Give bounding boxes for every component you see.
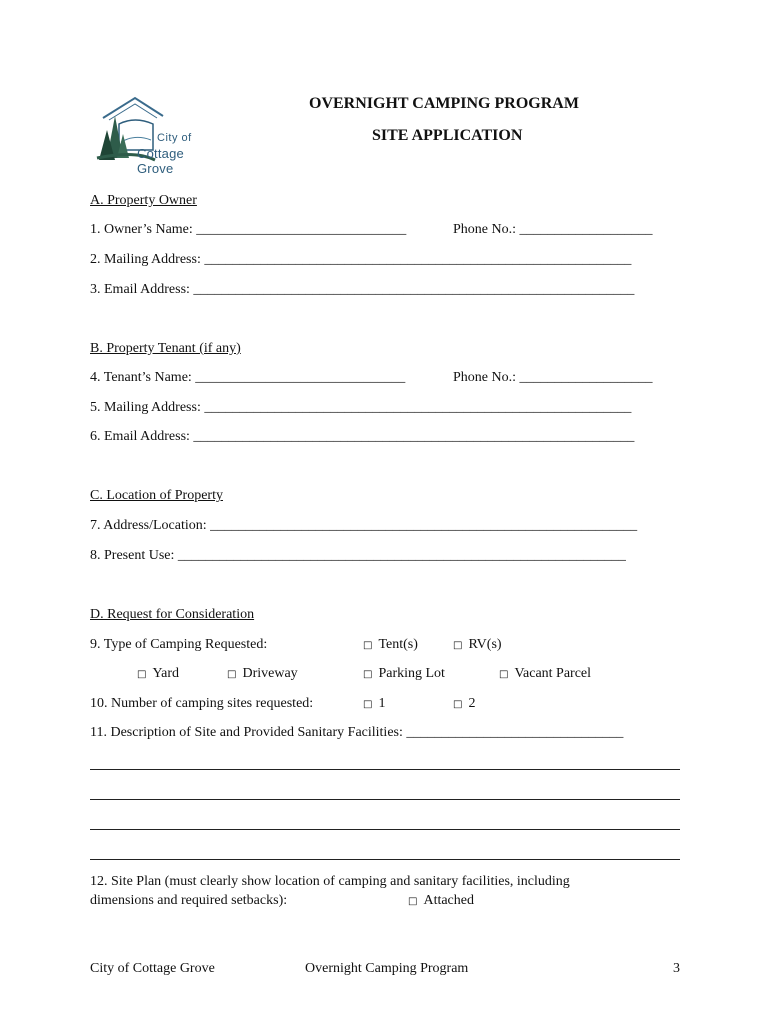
checkbox-vacant-parcel[interactable]	[499, 666, 591, 683]
checkbox-yard-label: Yard	[152, 666, 180, 681]
tenant-name-field[interactable]: 4. Tenant’s Name: ______________________________	[90, 370, 406, 385]
checkbox-icon[interactable]: □	[363, 669, 373, 680]
checkbox-vacant-parcel-label: Vacant Parcel	[514, 666, 592, 681]
checkbox-sites-two[interactable]	[453, 696, 475, 713]
site-plan-label-line2: dimensions and required setbacks):	[90, 893, 288, 908]
checkbox-driveway-label: Driveway	[242, 666, 298, 681]
city-logo	[95, 94, 220, 176]
checkbox-icon[interactable]: □	[137, 669, 147, 680]
description-line[interactable]	[90, 799, 680, 800]
checkbox-sites-two-label: 2	[468, 696, 476, 711]
owner-email-field[interactable]: 3. Email Address: _______________________________________________________________	[90, 282, 635, 297]
description-line[interactable]	[90, 859, 680, 860]
section-a-heading: A. Property Owner	[90, 193, 197, 208]
checkbox-icon[interactable]: □	[499, 669, 509, 680]
logo-text-cottage-grove: Cottage Grove	[137, 146, 184, 176]
present-use-field[interactable]: 8. Present Use: ________________________________________________________________	[90, 548, 626, 563]
checkbox-yard[interactable]	[137, 666, 179, 683]
description-line[interactable]	[90, 769, 680, 770]
tenant-phone-field[interactable]: Phone No.: ___________________	[453, 370, 653, 385]
site-description-field[interactable]: 11. Description of Site and Provided Sanitary Facilities: _______________________________	[90, 725, 624, 740]
section-d-heading: D. Request for Consideration	[90, 607, 255, 622]
checkbox-icon[interactable]: □	[408, 896, 418, 907]
checkbox-tent[interactable]	[363, 637, 418, 654]
property-address-field[interactable]: 7. Address/Location: _____________________________________________________________	[90, 518, 638, 533]
checkbox-driveway[interactable]	[227, 666, 298, 683]
checkbox-parking-lot-label: Parking Lot	[378, 666, 445, 681]
checkbox-parking-lot[interactable]	[363, 666, 445, 683]
logo-text-city-of: City of	[157, 132, 192, 144]
checkbox-icon[interactable]: □	[227, 669, 237, 680]
tenant-mailing-address-field[interactable]: 5. Mailing Address: _____________________________________________________________	[90, 400, 632, 415]
owner-phone-field[interactable]: Phone No.: ___________________	[453, 222, 653, 237]
site-plan-label-line1: 12. Site Plan (must clearly show location of camping and sanitary facilities, including	[90, 874, 570, 889]
checkbox-sites-one[interactable]	[363, 696, 385, 713]
checkbox-sites-one-label: 1	[378, 696, 386, 711]
sites-count-label: 10. Number of camping sites requested:	[90, 696, 314, 711]
section-b-heading: B. Property Tenant (if any)	[90, 341, 241, 356]
checkbox-rv[interactable]	[453, 637, 502, 654]
checkbox-attached[interactable]	[408, 893, 474, 910]
checkbox-tent-label: Tent(s)	[378, 637, 418, 652]
page-title: OVERNIGHT CAMPING PROGRAM	[309, 95, 579, 112]
footer-left: City of Cottage Grove	[90, 961, 215, 976]
camping-type-label: 9. Type of Camping Requested:	[90, 637, 268, 652]
page-subtitle: SITE APPLICATION	[372, 127, 523, 144]
checkbox-icon[interactable]: □	[453, 640, 463, 651]
description-line[interactable]	[90, 829, 680, 830]
owner-name-field[interactable]: 1. Owner’s Name: ______________________________	[90, 222, 407, 237]
checkbox-icon[interactable]: □	[453, 699, 463, 710]
tenant-email-field[interactable]: 6. Email Address: _______________________________________________________________	[90, 429, 635, 444]
checkbox-icon[interactable]: □	[363, 699, 373, 710]
checkbox-icon[interactable]: □	[363, 640, 373, 651]
page-number: 3	[673, 961, 680, 976]
footer-center: Overnight Camping Program	[305, 961, 469, 976]
owner-mailing-address-field[interactable]: 2. Mailing Address: _____________________________________________________________	[90, 252, 632, 267]
checkbox-rv-label: RV(s)	[468, 637, 502, 652]
checkbox-attached-label: Attached	[423, 893, 474, 908]
section-c-heading: C. Location of Property	[90, 488, 223, 503]
